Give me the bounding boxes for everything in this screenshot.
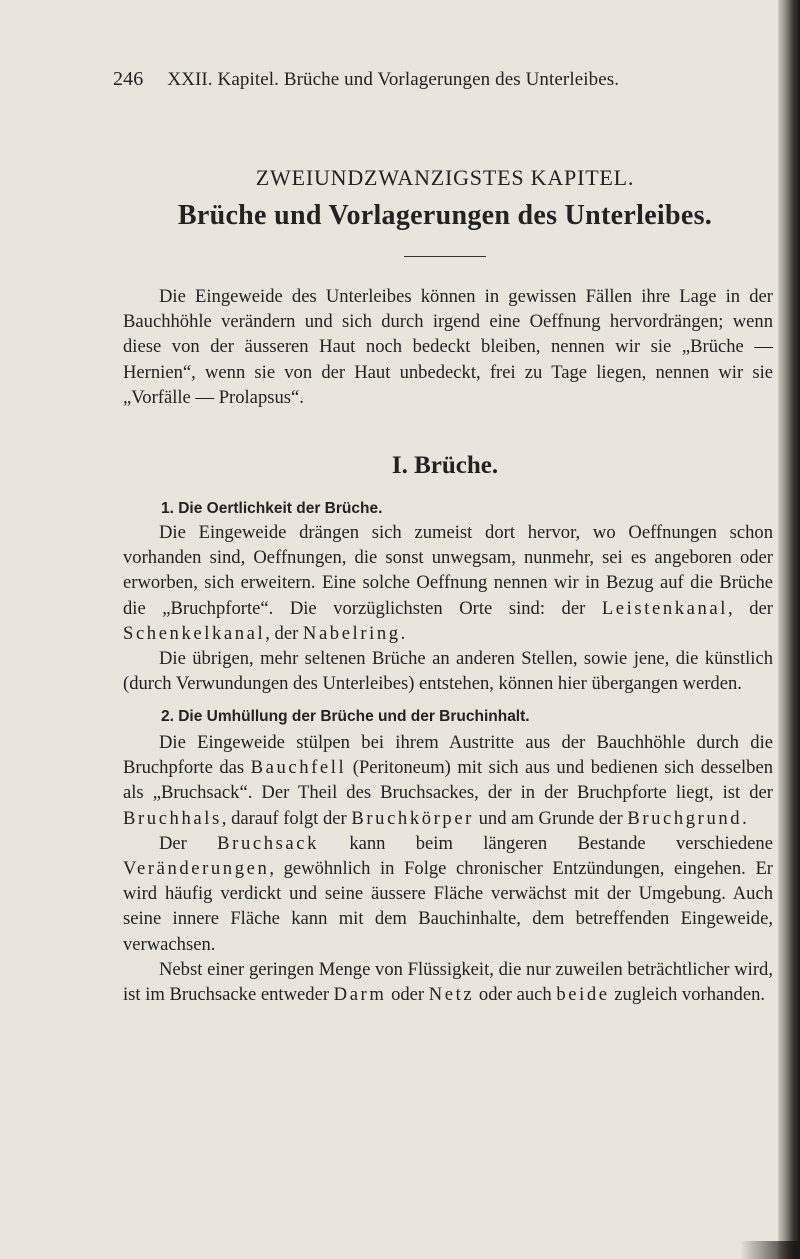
paragraph-umhuellung-2	[123, 831, 773, 957]
paragraph-umhuellung-1	[123, 730, 773, 831]
term-bruchkoerper: Bruchkörper	[351, 807, 474, 829]
intro-text: Die Eingeweide des Unterleibes können in gewissen Fällen ihre Lage in der Bauchhöhle verändern und sich durch irgend eine Oeffnung hervordrängen; wenn diese von der äusseren Haut noch bedeckt bleiben, nennen wir sie „Brüche — Hernien“, wenn sie von der Haut unbedeckt, frei zu Tage liegen, nennen wir sie „Vorfälle — Prolapsus“.	[123, 286, 773, 408]
term-bruchhals: Bruchhals	[123, 807, 222, 829]
text-run: und am Grunde der	[473, 807, 628, 829]
text-run: .	[742, 807, 747, 829]
term-nabelring: Nabelring	[302, 622, 401, 644]
term-bauchfell: Bauchfell	[250, 757, 347, 779]
text-run: (Peritoneum) mit sich aus und bedienen sich desselben als „Bruchsack“. Der Theil des Bruchsackes, der in der Bruchpforte liegt, ist der	[123, 757, 773, 804]
page-number: 246	[113, 68, 144, 90]
text-run: kann beim längeren Bestande verschiedene	[319, 832, 773, 854]
text-run: , gewöhnlich in Folge chronischer Entzündungen, eingehen. Er wird häufig verdickt und seine äussere Fläche verwächst mit der Umgebung. Auch seine innere Fläche kann mit dem Bauchinhalte, dem betreffenden Eingeweide, verwachsen.	[123, 858, 773, 955]
term-beide: beide	[556, 984, 610, 1006]
subsection-heading-umhuellung: 2. Die Umhüllung der Brüche und der Bruchinhalt.	[161, 708, 530, 725]
term-leistenkanal: Leistenkanal	[601, 597, 729, 619]
page-edge-shadow-bottom	[740, 1241, 800, 1259]
text-run: Die Eingeweide drängen sich zumeist dort hervor, wo Oeffnungen schon vorhanden sind, Oeffnungen, die sonst unwegsam, nunmehr, sei es angeboren oder erworben, sich erweitern. Eine solche Oeffnung nennen wir in Bezug auf die Brüche die „Bruchpforte“. Die vorzüglichsten Orte sind: der	[123, 522, 773, 619]
text-run: , der	[265, 622, 303, 644]
text-run: , der	[728, 597, 773, 619]
text-run: zugleich vorhanden.	[609, 984, 766, 1006]
umhuellung-text	[123, 730, 773, 1007]
text-run: , darauf folgt der	[221, 807, 352, 829]
intro-paragraph	[123, 284, 773, 410]
chapter-title: Brüche und Vorlagerungen des Unterleibes.	[177, 200, 713, 231]
running-title: XXII. Kapitel. Brüche und Vorlagerungen des Unterleibes.	[167, 69, 620, 90]
subsection-heading-oertlichkeit: 1. Die Oertlichkeit der Brüche.	[161, 500, 383, 517]
term-schenkelkanal: Schenkelkanal	[123, 622, 266, 644]
term-bruchsack: Bruchsack	[217, 832, 320, 854]
oertlichkeit-text	[123, 520, 773, 696]
text-run: Der	[159, 832, 218, 854]
chapter-label: ZWEIUNDZWANZIGSTES KAPITEL.	[255, 165, 635, 190]
section-heading-brueche: I. Brüche.	[391, 452, 499, 479]
text-run: oder	[386, 984, 429, 1006]
text-run: .	[400, 622, 406, 644]
term-netz: Netz	[428, 984, 475, 1006]
title-divider	[404, 256, 486, 257]
text-run: oder auch	[474, 984, 557, 1006]
term-darm: Darm	[333, 984, 387, 1006]
term-bruchgrund: Bruchgrund	[627, 807, 743, 829]
paragraph-umhuellung-3	[123, 957, 773, 1007]
paragraph-oertlichkeit-1	[123, 520, 773, 646]
text-run: Nebst einer geringen Menge von Flüssigkeit, die nur zuweilen beträchtlicher wird, ist im Bruchsacke entweder	[123, 958, 773, 1006]
running-head	[113, 68, 673, 91]
term-veraenderungen: Veränderungen	[123, 858, 270, 880]
paragraph-oertlichkeit-2: Die übrigen, mehr seltenen Brüche an anderen Stellen, sowie jene, die künstlich (durch Verwundungen des Unterleibes) entstehen, können hier übergangen werden.	[123, 648, 773, 695]
text-run: Die Eingeweide stülpen bei ihrem Austritte aus der Bauchhöhle durch die Bruchpforte das	[123, 732, 773, 779]
